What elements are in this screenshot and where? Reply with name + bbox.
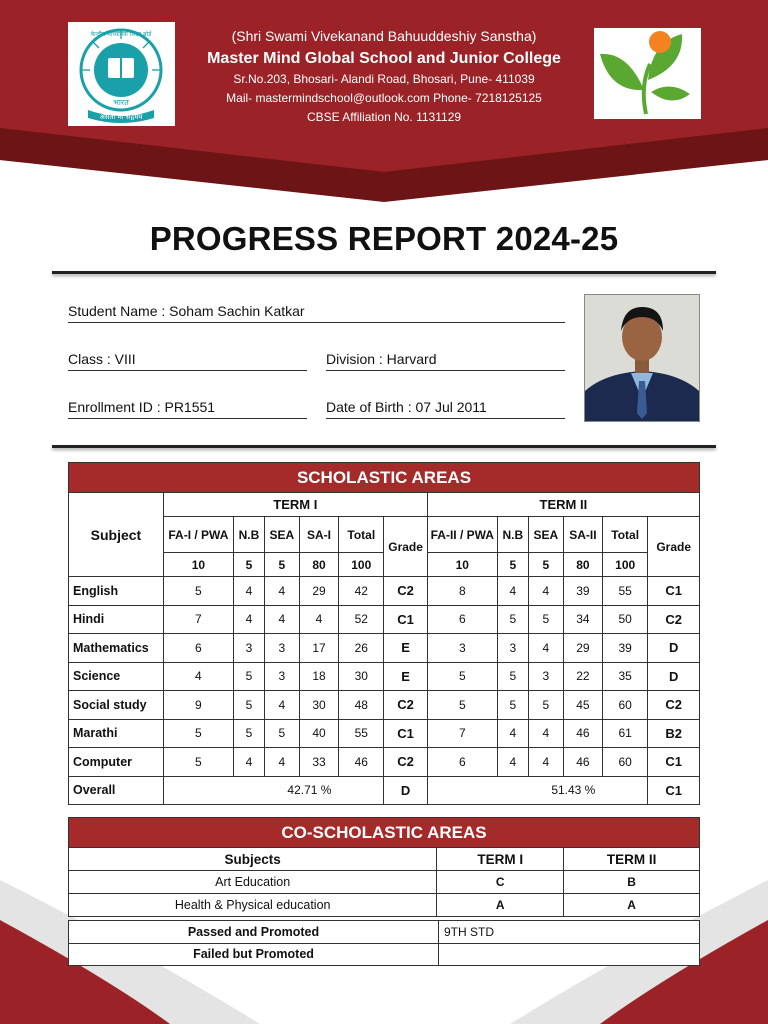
term1-mark: 40 xyxy=(299,719,338,748)
term2-mark: 46 xyxy=(563,719,602,748)
info-divider xyxy=(52,445,716,448)
co-header-term1: TERM I xyxy=(437,848,564,871)
max-marks: 80 xyxy=(563,553,602,577)
term2-mark: 29 xyxy=(563,634,602,663)
col-header: N.B xyxy=(233,517,264,553)
term2-mark: 4 xyxy=(528,719,563,748)
table-row xyxy=(69,577,700,606)
term2-mark: 35 xyxy=(603,662,648,691)
term1-mark: 17 xyxy=(299,634,338,663)
co-subject: Art Education xyxy=(69,871,437,894)
table-row xyxy=(69,634,700,663)
term1-mark: 4 xyxy=(233,748,264,777)
cbse-logo-hindi-top: केन्द्रीय माध्यमिक शिक्षा बोर्ड xyxy=(90,31,152,38)
col-header: SA-II xyxy=(563,517,602,553)
term2-mark: 5 xyxy=(497,691,528,720)
term1-mark: 4 xyxy=(233,605,264,634)
passed-promoted-label: Passed and Promoted xyxy=(69,921,439,944)
col-header: SEA xyxy=(528,517,563,553)
scholastic-table xyxy=(68,462,700,805)
scholastic-banner: SCHOLASTIC AREAS xyxy=(69,463,700,493)
term2-grade: D xyxy=(648,634,700,663)
title-divider xyxy=(52,271,716,274)
term1-mark: 4 xyxy=(163,662,233,691)
term2-mark: 4 xyxy=(497,719,528,748)
subject-name: Computer xyxy=(69,748,164,777)
max-marks: 80 xyxy=(299,553,338,577)
term1-mark: 4 xyxy=(264,605,299,634)
term2-mark: 55 xyxy=(603,577,648,606)
term2-mark: 5 xyxy=(427,662,497,691)
student-class: Class : VIII xyxy=(68,350,307,371)
co-header-term2: TERM II xyxy=(564,848,700,871)
term1-mark: 9 xyxy=(163,691,233,720)
term1-grade: C2 xyxy=(384,577,427,606)
max-marks: 5 xyxy=(497,553,528,577)
term1-mark: 52 xyxy=(339,605,384,634)
overall-term2-percent: 51.43 % xyxy=(427,776,648,805)
term1-mark: 42 xyxy=(339,577,384,606)
term2-mark: 60 xyxy=(603,748,648,777)
term1-mark: 4 xyxy=(264,748,299,777)
term1-mark: 5 xyxy=(163,577,233,606)
term2-grade: C2 xyxy=(648,691,700,720)
term2-mark: 45 xyxy=(563,691,602,720)
term2-mark: 4 xyxy=(497,577,528,606)
col-header: SA-I xyxy=(299,517,338,553)
term1-grade: C2 xyxy=(384,748,427,777)
subject-name: English xyxy=(69,577,164,606)
max-marks: 5 xyxy=(264,553,299,577)
term2-mark: 5 xyxy=(528,605,563,634)
term2-grade: C1 xyxy=(648,748,700,777)
term2-grade: D xyxy=(648,662,700,691)
term2-mark: 3 xyxy=(427,634,497,663)
subject-name: Social study xyxy=(69,691,164,720)
report-title: PROGRESS REPORT 2024-25 xyxy=(149,220,619,257)
col-header: FA-II / PWA xyxy=(427,517,497,553)
term2-grade: C2 xyxy=(648,605,700,634)
failed-promoted-label: Failed but Promoted xyxy=(69,943,439,966)
term1-header: TERM I xyxy=(163,493,427,517)
term1-mark: 30 xyxy=(299,691,338,720)
co-subject: Health & Physical education xyxy=(69,894,437,917)
term2-mark: 50 xyxy=(603,605,648,634)
term1-mark: 5 xyxy=(163,719,233,748)
max-marks: 10 xyxy=(427,553,497,577)
student-name: Student Name : Soham Sachin Katkar xyxy=(68,302,565,323)
overall-term2-grade: C1 xyxy=(648,776,700,805)
co-grade-term1: C xyxy=(437,871,564,894)
term1-grade: E xyxy=(384,634,427,663)
cbse-logo xyxy=(68,22,175,126)
term2-mark: 34 xyxy=(563,605,602,634)
max-marks: 100 xyxy=(603,553,648,577)
school-logo xyxy=(594,28,701,119)
col-header-grade: Grade xyxy=(384,517,427,577)
table-row xyxy=(69,605,700,634)
term1-mark: 6 xyxy=(163,634,233,663)
term1-mark: 5 xyxy=(233,691,264,720)
term2-mark: 5 xyxy=(427,691,497,720)
term2-mark: 3 xyxy=(497,634,528,663)
term2-mark: 8 xyxy=(427,577,497,606)
term1-grade: E xyxy=(384,662,427,691)
max-marks: 5 xyxy=(233,553,264,577)
student-enrollment-id: Enrollment ID : PR1551 xyxy=(68,398,307,419)
term2-grade: C1 xyxy=(648,577,700,606)
col-header: N.B xyxy=(497,517,528,553)
term1-mark: 4 xyxy=(233,577,264,606)
co-grade-term1: A xyxy=(437,894,564,917)
term1-mark: 29 xyxy=(299,577,338,606)
term2-mark: 39 xyxy=(603,634,648,663)
co-grade-term2: B xyxy=(564,871,700,894)
col-header: FA-I / PWA xyxy=(163,517,233,553)
term2-mark: 22 xyxy=(563,662,602,691)
term1-mark: 30 xyxy=(339,662,384,691)
col-header: SEA xyxy=(264,517,299,553)
term1-grade: C2 xyxy=(384,691,427,720)
term2-mark: 7 xyxy=(427,719,497,748)
term1-mark: 4 xyxy=(264,691,299,720)
max-marks: 5 xyxy=(528,553,563,577)
term2-mark: 6 xyxy=(427,605,497,634)
trust-name: (Shri Swami Vivekanand Bahuuddeshiy Sanstha) xyxy=(231,28,537,44)
term1-grade: C1 xyxy=(384,719,427,748)
term2-mark: 4 xyxy=(528,748,563,777)
co-scholastic-banner: CO-SCHOLASTIC AREAS xyxy=(69,818,700,848)
term1-mark: 48 xyxy=(339,691,384,720)
cbse-logo-bharat: भारत xyxy=(113,98,129,107)
col-header: Total xyxy=(603,517,648,553)
co-grade-term2: A xyxy=(564,894,700,917)
cbse-logo-motto: असतो मा सद्गमय xyxy=(99,113,143,121)
term2-mark: 5 xyxy=(497,605,528,634)
term2-mark: 5 xyxy=(497,662,528,691)
table-row xyxy=(69,748,700,777)
term1-mark: 5 xyxy=(233,719,264,748)
term2-mark: 39 xyxy=(563,577,602,606)
term2-mark: 60 xyxy=(603,691,648,720)
term2-mark: 61 xyxy=(603,719,648,748)
overall-term1-percent: 42.71 % xyxy=(163,776,384,805)
term1-mark: 3 xyxy=(264,634,299,663)
overall-term1-grade: D xyxy=(384,776,427,805)
table-row xyxy=(69,662,700,691)
school-name: Master Mind Global School and Junior College xyxy=(207,50,561,67)
term1-mark: 5 xyxy=(233,662,264,691)
term1-mark: 4 xyxy=(299,605,338,634)
max-marks: 10 xyxy=(163,553,233,577)
max-marks: 100 xyxy=(339,553,384,577)
term2-mark: 6 xyxy=(427,748,497,777)
student-dob: Date of Birth : 07 Jul 2011 xyxy=(326,398,565,419)
student-photo xyxy=(584,294,700,422)
co-scholastic-table xyxy=(68,817,700,917)
term2-mark: 4 xyxy=(497,748,528,777)
subject-header: Subject xyxy=(69,493,164,577)
table-row xyxy=(69,691,700,720)
term1-mark: 4 xyxy=(264,577,299,606)
term1-mark: 3 xyxy=(264,662,299,691)
term1-mark: 18 xyxy=(299,662,338,691)
col-header: Total xyxy=(339,517,384,553)
subject-name: Mathematics xyxy=(69,634,164,663)
term1-mark: 7 xyxy=(163,605,233,634)
cbse-affiliation: CBSE Affiliation No. 1131129 xyxy=(306,110,462,124)
term1-mark: 46 xyxy=(339,748,384,777)
term2-mark: 3 xyxy=(528,662,563,691)
promotion-table xyxy=(68,920,700,966)
term2-header: TERM II xyxy=(427,493,699,517)
term1-mark: 5 xyxy=(163,748,233,777)
student-division: Division : Harvard xyxy=(326,350,565,371)
passed-promoted-value: 9TH STD xyxy=(439,921,700,944)
term2-mark: 4 xyxy=(528,634,563,663)
term2-mark: 46 xyxy=(563,748,602,777)
subject-name: Hindi xyxy=(69,605,164,634)
school-contact: Mail- mastermindschool@outlook.com Phone- 7218125125 xyxy=(226,91,542,105)
term1-mark: 26 xyxy=(339,634,384,663)
school-header xyxy=(0,0,768,200)
school-address: Sr.No.203, Bhosari- Alandi Road, Bhosari, Pune- 411039 xyxy=(233,72,535,86)
col-header-grade: Grade xyxy=(648,517,700,577)
co-header-subjects: Subjects xyxy=(69,848,437,871)
term2-mark: 4 xyxy=(528,577,563,606)
term1-mark: 5 xyxy=(264,719,299,748)
subject-name: Marathi xyxy=(69,719,164,748)
term1-grade: C1 xyxy=(384,605,427,634)
failed-promoted-value xyxy=(439,943,700,966)
term2-mark: 5 xyxy=(528,691,563,720)
term1-mark: 33 xyxy=(299,748,338,777)
table-row xyxy=(69,719,700,748)
subject-name: Science xyxy=(69,662,164,691)
term2-grade: B2 xyxy=(648,719,700,748)
overall-label: Overall xyxy=(69,776,164,805)
term1-mark: 55 xyxy=(339,719,384,748)
term1-mark: 3 xyxy=(233,634,264,663)
